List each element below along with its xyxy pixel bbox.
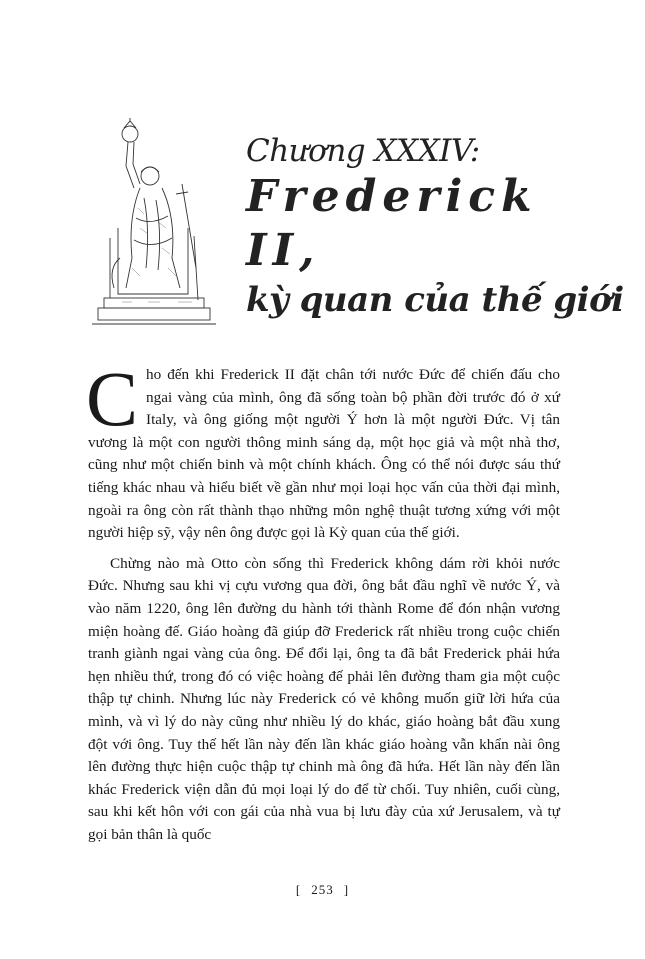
page-number-bracket-close: ] (343, 882, 350, 897)
page-number-value: 253 (311, 882, 334, 897)
chapter-heading (246, 132, 626, 322)
page-number-bracket-open: [ (295, 882, 302, 897)
statue-drawing (88, 118, 218, 328)
drop-cap: C (86, 355, 139, 442)
body-text (86, 355, 560, 846)
paragraph-2: Chừng nào mà Otto còn sống thì Frederick không dám rời khỏi nước Đức. Nhưng sau khi vị cựu vương qua đời, ông bắt đầu nghĩ về nước Ý, và vào năm 1220, ông lên đường du hành tới thành Rome để đón nhận vương miện hoàng đế. Giáo hoàng đã giúp đỡ Frederick rất nhiều trong cuộc chiến tranh giành ngai vàng của ông. Để đổi lại, ông ta đã bắt Frederick phải hứa hẹn nhiều thứ, trong đó có việc hoàng đế phải lên đường tham gia một cuộc thập tự chinh. Nhưng lúc này Frederick có vẻ không muốn giữ lời hứa của mình, và vì lý do này cũng như nhiều lý do khác, giáo hoàng bắt đầu xung đột với ông. Tuy thế hết lần này đến lần khác giáo hoàng vẫn khẩn nài ông lên đường thực hiện cuộc thập tự chinh mà ông đã hứa. Hết lần này đến lần khác Frederick viện dẫn đủ mọi loại lý do để từ chối. Tuy nhiên, cuối cùng, sau khi kết hôn với con gái của nhà vua bị lưu đày của xứ Jerusalem, và tự gọi bản thân là quốc (88, 554, 560, 843)
paragraph-1 (86, 355, 560, 545)
statue-illustration-icon (88, 118, 218, 328)
chapter-title-line2: kỳ quan của thế giới (246, 280, 624, 320)
page-number (0, 882, 645, 898)
chapter-title-line1: Frederick II, (246, 171, 538, 276)
chapter-label: Chương XXXIV: (246, 133, 480, 169)
paragraph-1-text: ho đến khi Frederick II đặt chân tới nước Đức để chiến đấu cho ngai vàng của mình, ông đã sống toàn bộ phần đời trước đó ở xứ Italy, và ông giống một người Ý hơn là một người Đức. Vị tân vương là một con người thông minh sáng dạ, một học giả và một nhà thơ, cũng như một chiến binh và một chính khách. Ông có thể nói được sáu thứ tiếng khác nhau và hiểu biết về gần như mọi loại học vấn của thời đại mình, ngoài ra ông còn rất thành thạo những môn nghệ thuật tương xứng với một người hiệp sỹ, vậy nên ông được gọi là Kỳ quan của thế giới. (88, 366, 560, 542)
